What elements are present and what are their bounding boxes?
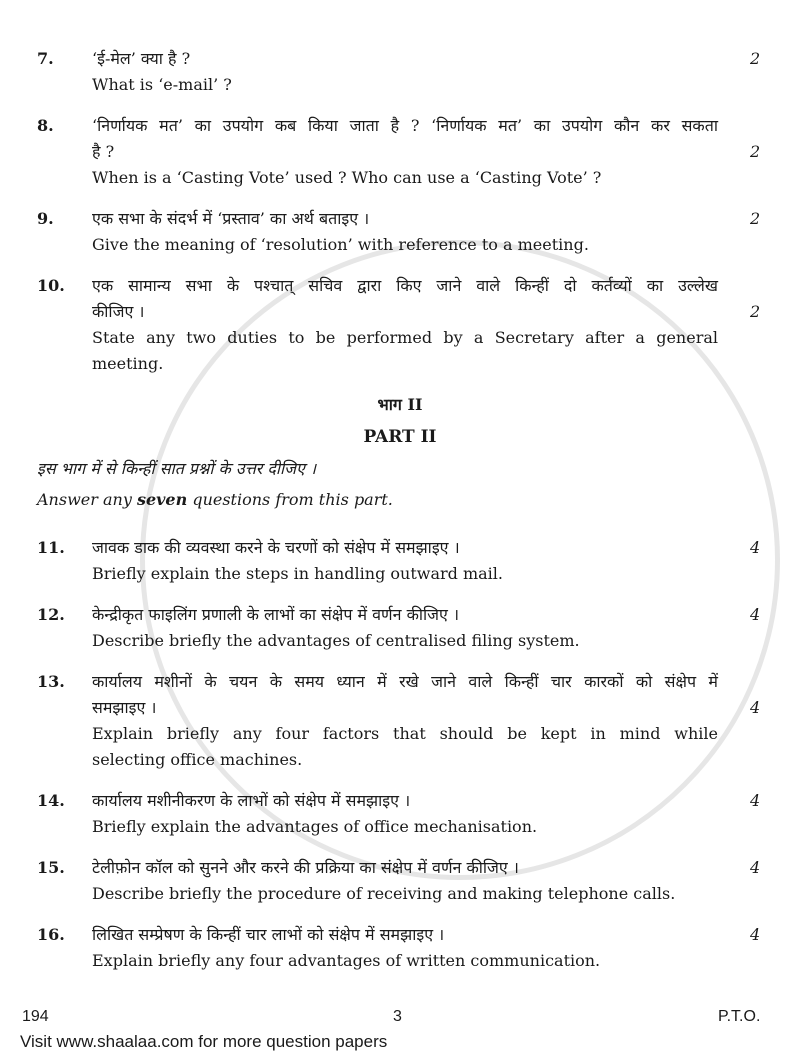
part-header [0,394,800,511]
question-number: 13. [37,672,65,691]
question-text-english: Describe briefly the procedure of receiving and making telephone calls. [92,884,676,903]
question-text-hindi: कीजिए । [92,302,145,321]
question-list-part-2 [0,537,800,972]
question-number: 10. [37,276,65,295]
question-marks: 2 [750,302,761,321]
instruction-hindi: इस भाग में से किन्हीं सात प्रश्नों के उत्तर दीजिए । [37,459,317,478]
page-content [0,48,800,991]
question-item [0,115,800,189]
question-text-hindi: एक सामान्य सभा के पश्चात् सचिव द्वारा किए जाने वाले किन्हीं दो कर्तव्यों का उल्लेख [92,276,718,295]
question-text-hindi-line [92,301,761,323]
question-item [0,924,800,972]
question-number: 7. [37,49,54,68]
question-text-hindi-line [92,924,761,946]
question-text-hindi: केन्द्रीकृत फाइलिंग प्रणाली के लाभों का संक्षेप में वर्णन कीजिए । [92,605,460,624]
question-text-english: Give the meaning of ‘resolution’ with reference to a meeting. [92,235,589,254]
question-text-hindi: है ? [92,142,115,161]
question-item [0,671,800,771]
question-text-english: Explain briefly any four factors that should be kept in mind while [92,724,718,743]
part-heading-hindi: भाग II [377,395,423,414]
paper-code: 194 [22,1008,49,1025]
question-text-english: selecting office machines. [92,750,303,769]
question-marks: 2 [750,142,761,161]
question-text-english: Briefly explain the advantages of office mechanisation. [92,817,538,836]
question-text-english: State any two duties to be performed by a Secretary after a general [92,328,718,347]
question-text-hindi: ‘ई-मेल’ क्या है ? [92,49,191,68]
question-text-hindi: कार्यालय मशीनीकरण के लाभों को संक्षेप में समझाइए । [92,791,411,810]
question-text-hindi-line [92,857,761,879]
question-text-hindi: जावक डाक की व्यवस्था करने के चरणों को संक्षेप में समझाइए । [92,538,460,557]
question-text-hindi-line [92,697,761,719]
question-item [0,604,800,652]
question-number: 12. [37,605,65,624]
question-text-hindi: टेलीफ़ोन कॉल को सुनने और करने की प्रक्रिया का संक्षेप में वर्णन कीजिए । [92,858,519,877]
instruction-english: Answer any seven questions from this part. [37,490,393,509]
question-number: 9. [37,209,54,228]
question-text-english: Explain briefly any four advantages of written communication. [92,951,601,970]
question-text-hindi: एक सभा के संदर्भ में ‘प्रस्ताव’ का अर्थ बताइए । [92,209,370,228]
question-text-hindi-line [92,48,761,70]
question-marks: 4 [750,791,761,810]
question-marks: 4 [750,858,761,877]
question-text-hindi-line [92,115,718,137]
question-text-hindi-line [92,604,761,626]
question-item [0,275,800,375]
question-text-hindi: समझाइए । [92,698,157,717]
question-text-hindi-line [92,275,718,297]
question-list-part-1 [0,48,800,375]
question-number: 11. [37,538,65,557]
question-text-english: Describe briefly the advantages of centralised filing system. [92,631,580,650]
question-marks: 2 [750,49,761,68]
question-marks: 4 [750,698,761,717]
question-text-hindi: ‘निर्णायक मत’ का उपयोग कब किया जाता है ? ‘निर्णायक मत’ का उपयोग कौन कर सकता [92,116,718,135]
question-text-hindi-line [92,537,761,559]
question-number: 8. [37,116,54,135]
question-text-hindi-line [92,208,761,230]
question-text-english: What is ‘e-mail’ ? [92,75,232,94]
visit-link[interactable]: Visit www.shaalaa.com for more question papers [20,1032,388,1051]
question-text-hindi: लिखित सम्प्रेषण के किन्हीं चार लाभों को संक्षेप में समझाइए । [92,925,445,944]
part-heading: PART II [363,427,437,447]
question-number: 14. [37,791,65,810]
question-text-english: Briefly explain the steps in handling outward mail. [92,564,503,583]
question-text-hindi: कार्यालय मशीनों के चयन के समय ध्यान में रखे जाने वाले किन्हीं चार कारकों को संक्षेप में [92,672,718,691]
question-marks: 4 [750,605,761,624]
question-item [0,537,800,585]
question-text-hindi-line [92,141,761,163]
question-text-hindi-line [92,790,761,812]
question-item [0,48,800,96]
question-marks: 4 [750,538,761,557]
question-number: 16. [37,925,65,944]
question-number: 15. [37,858,65,877]
pto-label: P.T.O. [718,1008,761,1025]
question-item [0,857,800,905]
question-text-hindi-line [92,671,718,693]
question-text-english: meeting. [92,354,164,373]
question-item [0,208,800,256]
page-number: 3 [393,1008,402,1025]
question-marks: 2 [750,209,761,228]
question-item [0,790,800,838]
question-text-english: When is a ‘Casting Vote’ used ? Who can use a ‘Casting Vote’ ? [92,168,602,187]
question-marks: 4 [750,925,761,944]
